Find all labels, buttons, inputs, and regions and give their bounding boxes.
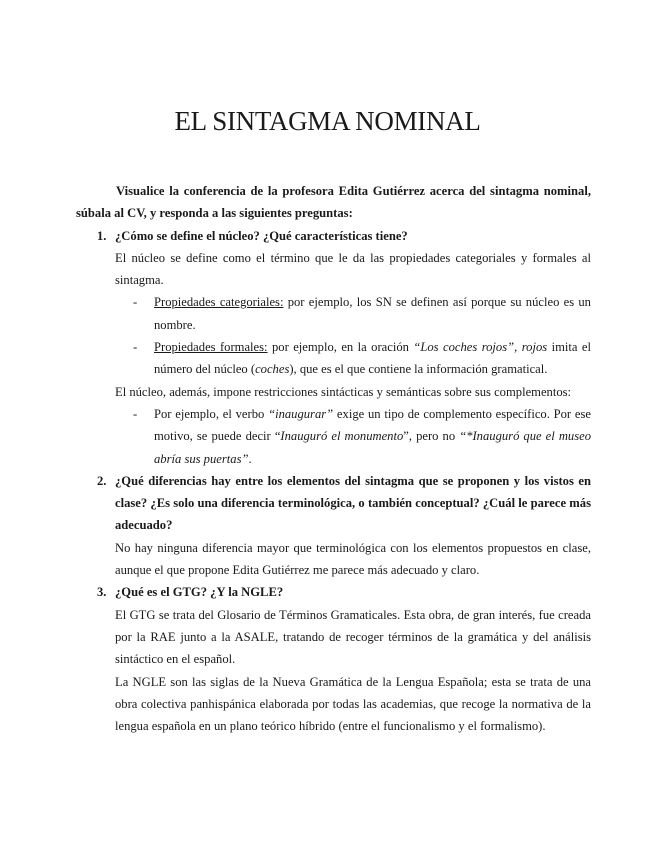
bullet-label: Propiedades categoriales: (154, 295, 284, 310)
bullet-text: ”, pero no (403, 429, 460, 444)
answer-paragraph: La NGLE son las siglas de la Nueva Gramática de la Lengua Española; esta se trata de una obra colectiva panhispánica elaborada por todas las academias, que recoge la normativa de la lengua española en un plano teórico híbrido (entre el funcionalismo y el formalismo). (115, 674, 591, 734)
bullet-text: ), que es el que contiene la información gramatical. (289, 362, 548, 377)
bullet-text: exige un tipo de complemento específico. Por ese motivo, se puede decir “ (154, 406, 591, 444)
question-text: ¿Cómo se define el núcleo? ¿Qué características tiene? (115, 228, 408, 243)
bullet-text: , (514, 340, 522, 355)
page-title: EL SINTAGMA NOMINAL (174, 106, 481, 136)
bullet-list (115, 291, 591, 380)
example-text: “inaugurar” (268, 406, 334, 421)
bullet-text: Por ejemplo, el verbo (154, 406, 269, 421)
question-1 (76, 225, 591, 470)
bullet-text: . (248, 451, 252, 466)
example-text: “*Inauguró que el museo abría sus puertas” (154, 429, 592, 466)
dash-bullet-icon: - (133, 295, 138, 310)
question-number: 2. (97, 473, 107, 488)
example-text: rojos (521, 340, 548, 355)
dash-bullet-icon: - (133, 340, 138, 355)
example-text: “Los coches rojos” (413, 340, 515, 355)
bullet-list (115, 403, 591, 470)
list-item (115, 403, 591, 470)
document-body (76, 180, 591, 737)
answer-paragraph: No hay ninguna diferencia mayor que terminológica con los elementos propuestos en clase, aunque el que propone Edita Gutiérrez me parece más adecuado y claro. (115, 540, 591, 578)
example-text: coches (255, 362, 290, 377)
bullet-text: por ejemplo, en la oración (267, 340, 414, 355)
bullet-label: Propiedades formales: (154, 340, 268, 355)
question-number: 3. (97, 585, 107, 600)
intro-paragraph: Visualice la conferencia de la profesora Edita Gutiérrez acerca del sintagma nominal, súbala al CV, y responda a las siguientes preguntas: (76, 184, 591, 221)
list-item (115, 291, 591, 336)
question-text: ¿Qué es el GTG? ¿Y la NGLE? (115, 585, 284, 600)
question-text: ¿Qué diferencias hay entre los elementos del sintagma que se proponen y los vistos en clase? ¿Es solo una diferencia terminológica, o también conceptual? ¿Cuál le parece más adecuado? (115, 473, 591, 533)
answer-paragraph: El núcleo se define como el término que le da las propiedades categoriales y formales al sintagma. (115, 250, 591, 288)
bullet-text: imita el número del núcleo ( (154, 340, 591, 377)
dash-bullet-icon: - (133, 406, 138, 421)
list-item (115, 336, 591, 381)
question-2 (76, 470, 591, 581)
question-3 (76, 581, 591, 737)
question-number: 1. (97, 228, 107, 243)
bullet-text: por ejemplo, los SN se definen así porque su núcleo es un nombre. (154, 295, 591, 332)
answer-paragraph: El GTG se trata del Glosario de Términos Gramaticales. Esta obra, de gran interés, fue creada por la RAE junto a la ASALE, tratando de recoger términos de la gramática y del análisis sintáctico en el español. (115, 607, 591, 667)
example-text: Inauguró el monumento (280, 429, 404, 444)
answer-paragraph: El núcleo, además, impone restricciones sintácticas y semánticas sobre sus complementos: (115, 384, 572, 399)
